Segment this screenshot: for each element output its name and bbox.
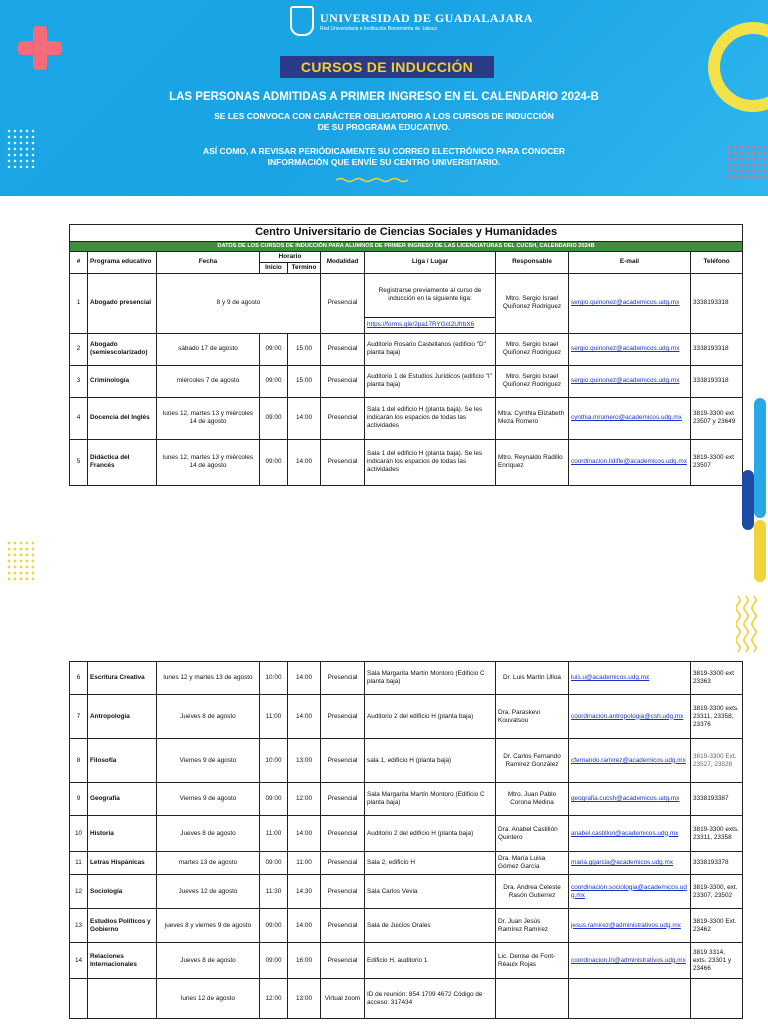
pill-decoration <box>754 398 766 518</box>
header-programa: Programa educativo <box>88 251 157 273</box>
table-row: 8 Filosofía Viernes 9 de agosto 10:00 13:00 Presencial sala 1, edificio H (planta baja) Dr. Carlos Fernando Ramírez González cfernando.ramirez@academicos.udg.mx 3819-3300 Ext. 23527, 23528 <box>70 739 743 783</box>
banner-convoca: SE LES CONVOCA CON CARÁCTER OBLIGATORIO A LOS CURSOS DE INDUCCIÓN DE SU PROGRAMA EDUCATIVO. <box>214 111 554 132</box>
table-row: 7 Antropología Jueves 8 de agosto 11:00 14:00 Presencial Auditorio 2 del edificio H (planta baja) Dra. Paraskevi Kouvatsou coordinacion.antropologia@csh.udg.mx 3819-3300 exts. 23311, 23358, 23376 <box>70 695 743 739</box>
table-row: 10 Historia Jueves 8 de agosto 11:00 14:00 Presencial Auditorio 2 del edificio H (planta baja) Dra. Anabel Castillón Quintero anabel.castillon@academicos.udg.mx 3819-3300 exts. 23311, 23358 <box>70 816 743 852</box>
email-link[interactable]: coordinacion.antropologia@csh.udg.mx <box>569 695 691 739</box>
university-seal-icon <box>290 6 314 36</box>
header-telefono: Teléfono <box>691 251 743 273</box>
zigzag-decoration <box>736 596 760 652</box>
university-logo <box>290 6 533 36</box>
email-link[interactable]: sergio.quinonez@academicos.udg.mx <box>569 365 691 397</box>
email-link[interactable]: coordinacion.lidifle@academicos.udg.mx <box>569 439 691 485</box>
table-row: lunes 12 de agosto 12:00 13:00 Virtual zoom ID de reunión: 854 1709 4672 Código de acceso: 317434 <box>70 979 743 1019</box>
table-row: 3 Criminología miércoles 7 de agosto 09:00 15:00 Presencial Auditorio 1 de Estudios Jurídicos (edificio "I" planta baja) Mtro. Sergio Israel Quiñonez Rodriguez sergio.quinonez@academicos.udg.mx 3338193318 <box>70 365 743 397</box>
email-link[interactable]: maria.ggarcia@academicos.udg.mx <box>569 852 691 875</box>
header-num: # <box>70 251 88 273</box>
induction-courses-table-continued <box>69 661 743 1019</box>
table-subtitle: DATOS DE LOS CURSOS DE INDUCCIÓN PARA ALUMNOS DE PRIMER INGRESO DE LAS LICENCIATURAS DEL CUCSH, CALENDARIO 2024B <box>70 242 743 252</box>
email-link[interactable]: cfernando.ramirez@academicos.udg.mx <box>569 739 691 783</box>
email-link[interactable]: geografia.cucsh@academicos.udg.mx <box>569 783 691 816</box>
table-row: 14 Relaciones Internacionales Jueves 8 de agosto 09:00 16:00 Presencial Edificio H, auditorio 1 Lic. Denise de Font-Réaulx Rojas coordinacion.lri@administrativos.udg.mx 3819 3314, exts. 23301 y 23466 <box>70 943 743 979</box>
header-fecha: Fecha <box>157 251 260 273</box>
header-horario: Horario <box>260 251 321 262</box>
banner-headline: LAS PERSONAS ADMITIDAS A PRIMER INGRESO EN EL CALENDARIO 2024-B <box>169 91 599 103</box>
table-row: 6 Escritura Creativa lunes 12 y martes 13 de agosto 10:00 14:00 Presencial Sala Margarita Martín Montoro (Edificio C planta baja) Dr. Luis Martín Ulloa luis.u@academicos.udg.mx 3819-3300 ext 23363 <box>70 662 743 695</box>
table-row: 2 Abogado (semiescolarizado) sábado 17 de agosto 09:00 15:00 Presencial Auditorio Rosario Castellanos (edificio "D" planta baja) Mtro. Sergio Israel Quiñonez Rodriguez sergio.quinonez@academicos.udg.mx 3338193318 <box>70 333 743 365</box>
university-name: UNIVERSIDAD DE GUADALAJARA <box>320 10 534 25</box>
email-link[interactable]: sergio.quinonez@academicos.udg.mx <box>569 333 691 365</box>
pill-decoration <box>742 470 754 530</box>
table-row: 5 Didáctica del Francés lunes 12, martes 13 y miércoles 14 de agosto 09:00 14:00 Presencial Sala 1 del edificio H (planta baja). Se les indicarán los espacios de todas las actividades Mtro. Reynaldo Radillo Enríquez coordinacion.lidifle@academicos.udg.mx 3819-3300 ext 23507 <box>70 439 743 485</box>
email-link[interactable]: coordinacion.lri@administrativos.udg.mx <box>569 943 691 979</box>
table-row: 9 Geografía Viernes 9 de agosto 09:00 12:00 Presencial Sala Margarita Martín Montoro (Edificio C planta baja) Mtro. Juan Pablo Corona Medina geografia.cucsh@academicos.udg.mx 3338193387 <box>70 783 743 816</box>
table-header-row <box>70 251 743 262</box>
header-modalidad: Modalidad <box>321 251 365 273</box>
dots-decoration <box>6 540 34 582</box>
induction-courses-table <box>69 224 743 486</box>
header-liga: Liga / Lugar <box>365 251 496 273</box>
university-subtitle: Red Universitaria e Institución Benemérita de Jalisco <box>320 25 437 32</box>
header-email: E-mail <box>569 251 691 273</box>
table-row: 13 Estudios Políticos y Gobierno jueves 8 y viernes 9 de agosto 09:00 14:00 Presencial Sala de Juicios Orales Dr. Juan Jesús Ramírez Ramírez jesus.ramirez@administrativos.udg.mx 3819-3300 Ext. 23462 <box>70 909 743 943</box>
table-row: 1 Abogado presencial 8 y 9 de agosto Presencial Registrarse previamente al curso de inducción en la siguiente liga: Mtro. Sergio Israel Quiñonez Rodriguez sergio.quinonez@academicos.udg.mx 3338193318 <box>70 273 743 317</box>
table-title: Centro Universitario de Ciencias Sociales y Humanidades <box>70 225 743 242</box>
email-link[interactable]: coordinacion.sociologia@academicos.udg.mx <box>569 875 691 909</box>
header-responsable: Responsable <box>496 251 569 273</box>
email-link[interactable]: luis.u@academicos.udg.mx <box>569 662 691 695</box>
email-link[interactable]: jesus.ramirez@administrativos.udg.mx <box>569 909 691 943</box>
cursos-badge: CURSOS DE INDUCCIÓN <box>280 56 494 78</box>
plus-decoration-icon <box>18 26 62 70</box>
header-termino: Termino <box>288 262 321 273</box>
email-link[interactable]: cynthia.mromero@academicos.udg.mx <box>569 397 691 439</box>
banner-email-notice: ASÍ COMO, A REVISAR PERIÓDICAMENTE SU CORREO ELECTRÓNICO PARA CONOCER INFORMACIÓN QUE ENVÍE SU CENTRO UNIVERSITARIO. <box>202 146 566 167</box>
header-inicio: Inicio <box>260 262 288 273</box>
table-row: 4 Docencia del Inglés lunes 12, martes 13 y miércoles 14 de agosto 09:00 14:00 Presencial Sala 1 del edificio H (planta baja). Se les indicarán los espacios de todas las actividades Mtra. Cynthia Elizabeth Meza Romero cynthia.mromero@academicos.udg.mx 3819-3300 ext 23507 y 23649 <box>70 397 743 439</box>
pill-decoration <box>754 520 766 582</box>
table-row: 11 Letras Hispánicas martes 13 de agosto 09:00 11:00 Presencial Sala 2, edificio H Dra. María Luisa Gómez García maria.ggarcia@academicos.udg.mx 3338193378 <box>70 852 743 875</box>
email-link[interactable]: anabel.castillon@academicos.udg.mx <box>569 816 691 852</box>
table-row: 12 Sociología Jueves 12 de agosto 11:30 14:30 Presencial Sala Carlos Vevia Dra. Andrea Celeste Rasón Gutierrez coordinacion.sociologia@academicos.udg.mx 3819-3300, ext. 23307, 23502 <box>70 875 743 909</box>
registration-form-link[interactable]: https://forms.gle/2pa17RYGct2UfrbX6 <box>365 317 496 333</box>
wave-decoration <box>336 177 408 183</box>
announcement-banner <box>0 0 768 196</box>
email-link[interactable]: sergio.quinonez@academicos.udg.mx <box>569 273 691 333</box>
